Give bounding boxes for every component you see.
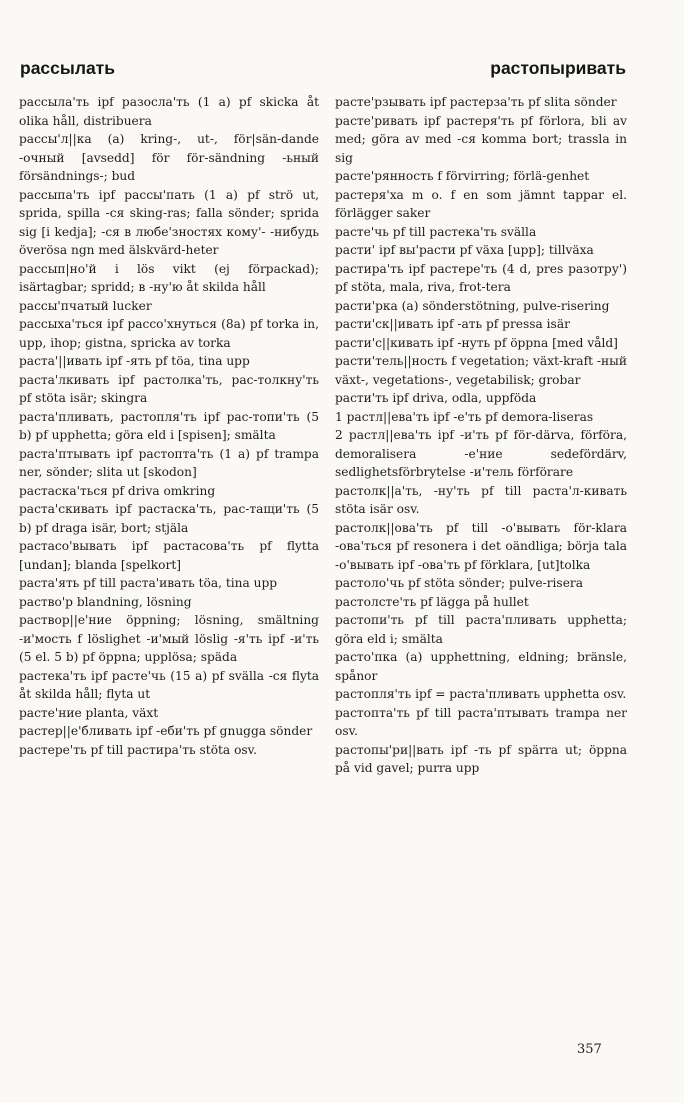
dictionary-entry: раста'скивать ipf растаска'ть, рас-тащи'ть (5 b) pf draga isär, bort; stjäla: [19, 502, 319, 535]
dictionary-entry: растопта'ть pf till раста'птывать trampa ner osv.: [335, 705, 627, 738]
dictionary-entry: растопи'ть pf till раста'пливать upphetta; göra eld i; smälta: [335, 613, 627, 646]
dictionary-entry: растира'ть ipf растере'ть (4 d, pres разотру') pf stöta, mala, riva, frot-tera: [335, 261, 627, 294]
dictionary-entry: раствор||е'ние öppning; lösning, smältning -и'мость f löslighet -и'мый löslig -я'ть ipf -и'ть (5 el. 5 b) pf öppna; upplösa; späda: [19, 613, 319, 664]
dictionary-entry: растер||е'бливать ipf -еби'ть pf gnugga sönder: [19, 724, 313, 738]
dictionary-entry: расти'ть ipf driva, odla, uppföda: [335, 391, 537, 405]
dictionary-entry: расти'ск||ивать ipf -ать pf pressa isär: [335, 317, 570, 331]
dictionary-entry: рассыха'ться ipf рассо'хнуться (8a) pf torka in, upp, ihop; gistna, spricka av torka: [19, 317, 319, 350]
dictionary-entry: рассы'пчатый lucker: [19, 298, 152, 313]
dictionary-entry: растека'ть ipf расте'чь (15 a) pf svälla -ся flyta åt skilda håll; flyta ut: [19, 668, 319, 701]
dictionary-entry: расте'чь pf till растека'ть svälla: [335, 224, 537, 239]
right-guide-word: растопыривать: [490, 58, 626, 78]
dictionary-entry: рассып|но'й i lös vikt (ej förpackad); isärtagbar; spridd; в -ну'ю åt skilda håll: [19, 261, 319, 294]
dictionary-entry: раста'птывать ipf растопта'ть (1 a) pf trampa ner, sönder; slita ut [skodon]: [19, 446, 319, 479]
right-column: [335, 93, 627, 778]
dictionary-entry: растопы'ри||вать ipf -ть pf spärra ut; öppna på vid gavel; purra upp: [335, 742, 627, 775]
dictionary-entry: раста'||ивать ipf -ять pf töa, tina upp: [19, 354, 250, 368]
dictionary-entry: растере'ть pf till растира'ть stöta osv.: [19, 742, 257, 757]
dictionary-entry: растолк||а'ть, -ну'ть pf till раста'л-кивать stöta isär osv.: [335, 483, 627, 516]
dictionary-entry: раста'ять pf till раста'ивать töa, tina upp: [19, 576, 278, 590]
dictionary-entry: растаска'ться pf driva omkring: [19, 483, 216, 498]
dictionary-entry: расте'ние planta, växt: [19, 705, 159, 720]
dictionary-entry: расти'тель||ность f vegetation; växt-kraft -ный växt-, vegetations-, vegetabilisk; grobar: [335, 354, 627, 387]
dictionary-entry: расто'пка (a) upphettning, eldning; bränsle, spånor: [335, 650, 627, 683]
dictionary-entry: 2 растл||ева'ть ipf -и'ть pf för-därva, förföra, demoralisera -е'ние sedefördärv, sedlighetsförbrytelse -и'тель förförare: [335, 428, 627, 479]
dictionary-entry: рассыла'ть ipf разосла'ть (1 a) pf skicka åt olika håll, distribuera: [19, 95, 319, 128]
dictionary-entry: расте'рянность f förvirring; förlä-genhet: [335, 169, 590, 183]
dictionary-entry: расте'ривать ipf растеря'ть pf förlora, bli av med; göra av med -ся komma bort; trassla in sig: [335, 113, 627, 165]
dictionary-entry: растопля'ть ipf = раста'пливать upphetta osv.: [335, 687, 627, 701]
dictionary-entry: рассыпа'ть ipf рассы'пать (1 a) pf strö ut, sprida, spilla -ся sking-ras; falla sönder; sprida sig [i kedja]; -ся в любе'зностях кому'- -нибудь överösa ngn med älskvärd-heter: [19, 187, 319, 257]
dictionary-entry: раство'р blandning, lösning: [19, 594, 192, 609]
dictionary-entry: растолсте'ть pf lägga på hullet: [335, 594, 529, 609]
dictionary-entry: расти'рка (a) sönderstötning, pulve-risering: [335, 298, 610, 313]
dictionary-entry: растолк||ова'ть pf till -о'вывать för-klara -ова'ться pf resonera i det oändliga; börja tala -о'вывать ipf -ова'ть pf förklara, [ut]tolka: [335, 520, 627, 572]
dictionary-entry: раста'лкивать ipf растолка'ть, рас-толкну'ть pf stöta isär; skingra: [19, 372, 319, 405]
dictionary-entry: рассы'л||ка (a) kring-, ut-, för|sän-dande -очный [avsedd] för för-sändning -ьный försändnings-; bud: [19, 132, 319, 183]
page-number: 357: [577, 1042, 602, 1057]
left-column: [19, 93, 319, 759]
dictionary-entry: расте'рзывать ipf растерза'ть pf slita sönder: [335, 95, 617, 109]
dictionary-entry: раста'пливать, растопля'ть ipf рас-топи'ть (5 b) pf upphetta; göra eld i [spisen]; smälta: [19, 409, 319, 442]
dictionary-entry: 1 растл||ева'ть ipf -е'ть pf demora-liseras: [335, 409, 594, 424]
dictionary-entry: расти' ipf вы'расти pf växa [upp]; tillväxa: [335, 243, 594, 257]
dictionary-entry: расти'с||кивать ipf -нуть pf öppna [med våld]: [335, 335, 618, 350]
dictionary-entry: растоло'чь pf stöta sönder; pulve-risera: [335, 576, 583, 590]
dictionary-entry: растасо'вывать ipf растасова'ть pf flytta [undan]; blanda [spelkort]: [19, 539, 319, 572]
left-guide-word: рассылать: [20, 58, 116, 78]
dictionary-entry: растеря'ха m o. f en som jämnt tappar el. förlägger saker: [335, 187, 627, 220]
